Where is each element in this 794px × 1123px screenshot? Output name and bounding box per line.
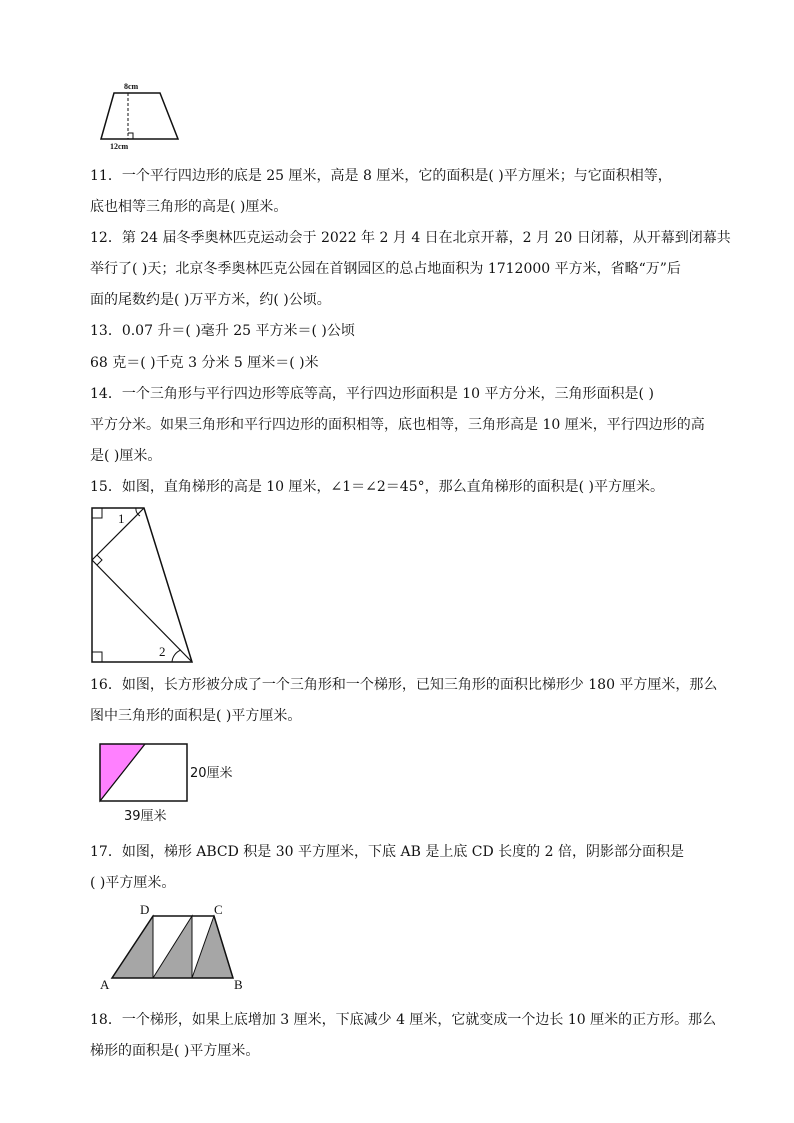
trapezoid-abcd-figure (96, 900, 256, 992)
q11-line2: 底也相等三角形的高是( )厘米。 (90, 199, 288, 215)
trapezoid-shape (101, 93, 178, 139)
trapezoid-top-label: 8cm (124, 82, 139, 91)
trapezoid-bottom-label: 12cm (110, 142, 129, 151)
q14-line1: 14．一个三角形与平行四边形等底等高，平行四边形面积是 10 平方分米，三角形面积是( ) (90, 386, 654, 402)
label-B: B (234, 977, 243, 992)
label-D: D (140, 902, 150, 917)
shaded-triangle-2 (153, 916, 192, 978)
diagonal-lower (92, 560, 192, 662)
q12-line1: 12．第 24 届冬季奥林匹克运动会于 2022 年 2 月 4 日在北京开幕，2 月 20 日闭幕，从开幕到闭幕共 (90, 230, 731, 246)
q17-line1: 17．如图，梯形 ABCD 积是 30 平方厘米，下底 AB 是上底 CD 长度的 2 倍，阴影部分面积是 (90, 844, 684, 860)
q12-line3: 面的尾数约是( )万平方米，约( )公顷。 (90, 292, 331, 308)
shaded-triangle-3 (192, 916, 233, 978)
trapezoid-figure (98, 80, 182, 152)
rectangle-width-label: 39厘米 (124, 809, 167, 824)
q16-line2: 图中三角形的面积是( )平方厘米。 (90, 708, 302, 724)
q14-line2: 平方分米。如果三角形和平行四边形的面积相等，底也相等，三角形高是 10 厘米，平行四边形的高 (90, 417, 705, 433)
right-angle-top (92, 508, 102, 518)
label-A: A (100, 977, 110, 992)
q14-line3: 是( )厘米。 (90, 448, 162, 464)
label-C: C (214, 902, 223, 917)
q18-line2: 梯形的面积是( )平方厘米。 (90, 1043, 260, 1059)
q12-line2: 举行了( )天；北京冬季奥林匹克公园在首钢园区的总占地面积为 1712000 平方米，省略“万”后 (90, 261, 681, 277)
right-angle-bottom (92, 652, 102, 662)
right-trapezoid-figure (86, 504, 198, 668)
q18-line1: 18．一个梯形，如果上底增加 3 厘米，下底减少 4 厘米，它就变成一个边长 10 厘米的正方形。那么 (90, 1012, 717, 1028)
q13-line2: 68 克＝( )千克 3 分米 5 厘米＝( )米 (90, 355, 319, 371)
q15-line1: 15．如图，直角梯形的高是 10 厘米，∠1＝∠2＝45°，那么直角梯形的面积是( )平方厘米。 (90, 479, 664, 495)
q16-line1: 16．如图，长方形被分成了一个三角形和一个梯形，已知三角形的面积比梯形少 180 平方厘米，那么 (90, 677, 718, 693)
right-trapezoid-shape (92, 508, 192, 662)
q11-line1: 11．一个平行四边形的底是 25 厘米，高是 8 厘米，它的面积是( )平方厘米；与它面积相等， (90, 168, 672, 184)
angle2-arc (172, 650, 181, 662)
rectangle-height-label: 20厘米 (190, 766, 233, 781)
angle1-label: 1 (118, 511, 125, 526)
right-angle-mark (128, 133, 133, 139)
rectangle-figure (96, 740, 246, 826)
q13-line1: 13．0.07 升＝( )毫升 25 平方米＝( )公顷 (90, 323, 355, 339)
right-angle-middle (97, 555, 102, 565)
q17-line2: ( )平方厘米。 (90, 875, 176, 891)
angle2-label: 2 (159, 644, 166, 659)
